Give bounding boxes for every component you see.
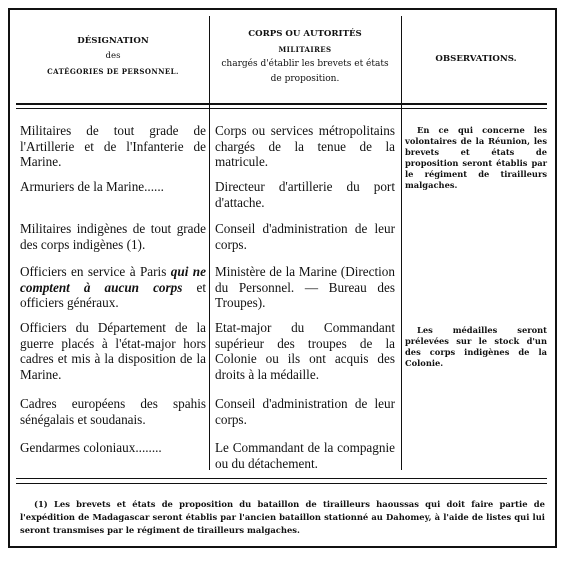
- observation-reunion: En ce qui concerne les volontaires de la Réunion, les brevets et états de proposition seront établis par le régiment de tirailleurs malgaches.: [405, 125, 547, 190]
- row-3-designation: Militaires indigènes de tout grade des corps indigènes (1).: [20, 221, 206, 252]
- row-2-designation: Armuriers de la Marine......: [20, 179, 164, 194]
- footnote-rule: [16, 478, 547, 479]
- header-observations-title: OBSERVATIONS.: [435, 54, 517, 64]
- header-corps-title: CORPS OU AUTORITÉS: [248, 29, 362, 39]
- observation-medailles: Les médailles seront prélevées sur le stock d'un des corps indigènes de la Colonie.: [405, 325, 547, 368]
- column-divider-1: [209, 16, 210, 470]
- column-divider-2: [401, 16, 402, 470]
- header-corps: [212, 27, 398, 87]
- row-3-corps: Conseil d'administration de leur corps.: [215, 221, 395, 252]
- header-corps-line4: de proposition.: [270, 74, 340, 84]
- row-1-corps: Corps ou services métropolitains chargés de la tenue de la matricule.: [215, 123, 395, 169]
- header-rule: [16, 103, 547, 105]
- row-4-designation: [20, 264, 206, 311]
- header-corps-line2: MILITAIRES: [278, 45, 332, 54]
- row-7-designation: Gendarmes coloniaux........: [20, 440, 162, 455]
- row-5-designation: Officiers du Département de la guerre placés à l'état-major hors cadres et mis à la disposition de la Marine.: [20, 320, 206, 382]
- row-4-designation-part-a: Officiers en service à Paris: [20, 264, 171, 279]
- row-4-designation-part-c: et officiers généraux.: [20, 279, 206, 310]
- header-designation-line3: CATÉGORIES DE PERSONNEL.: [47, 67, 179, 76]
- row-1-designation: Militaires de tout grade de l'Artillerie et de l'Infanterie de Marine.: [20, 123, 206, 169]
- row-7-corps: Le Commandant de la compagnie ou du détachement.: [215, 440, 395, 471]
- header-observations: [404, 52, 548, 67]
- row-6-corps: Conseil d'administration de leur corps.: [215, 396, 395, 427]
- row-4-corps: Ministère de la Marine (Direction du Personnel. — Bureau des Troupes).: [215, 264, 395, 310]
- row-2-corps: Directeur d'artillerie du port d'attache.: [215, 179, 395, 210]
- table-bottom-rule: [16, 483, 547, 484]
- row-6-designation: Cadres européens des spahis sénégalais et soudanais.: [20, 396, 206, 427]
- header-designation-title: DÉSIGNATION: [77, 36, 149, 46]
- row-4-designation-italic: qui ne comptent à aucun corps: [20, 264, 206, 295]
- header-designation-line2: des: [105, 51, 121, 61]
- row-5-corps: Etat-major du Commandant supérieur des troupes de la Colonie ou ils ont acquis des droits à la médaille.: [215, 320, 395, 382]
- header-designation: [20, 34, 206, 79]
- footnote: (1) Les brevets et états de proposition du bataillon de tirailleurs haoussas qui doit faire partie de l'expédition de Madagascar seront établis par l'ancien bataillon stationné au Dahomey, à l'aide de listes qui lui seront transmises par le régiment de tirailleurs malgaches.: [20, 499, 545, 535]
- header-rule-second: [16, 108, 547, 109]
- header-corps-line3: chargés d'établir les brevets et états: [221, 59, 389, 69]
